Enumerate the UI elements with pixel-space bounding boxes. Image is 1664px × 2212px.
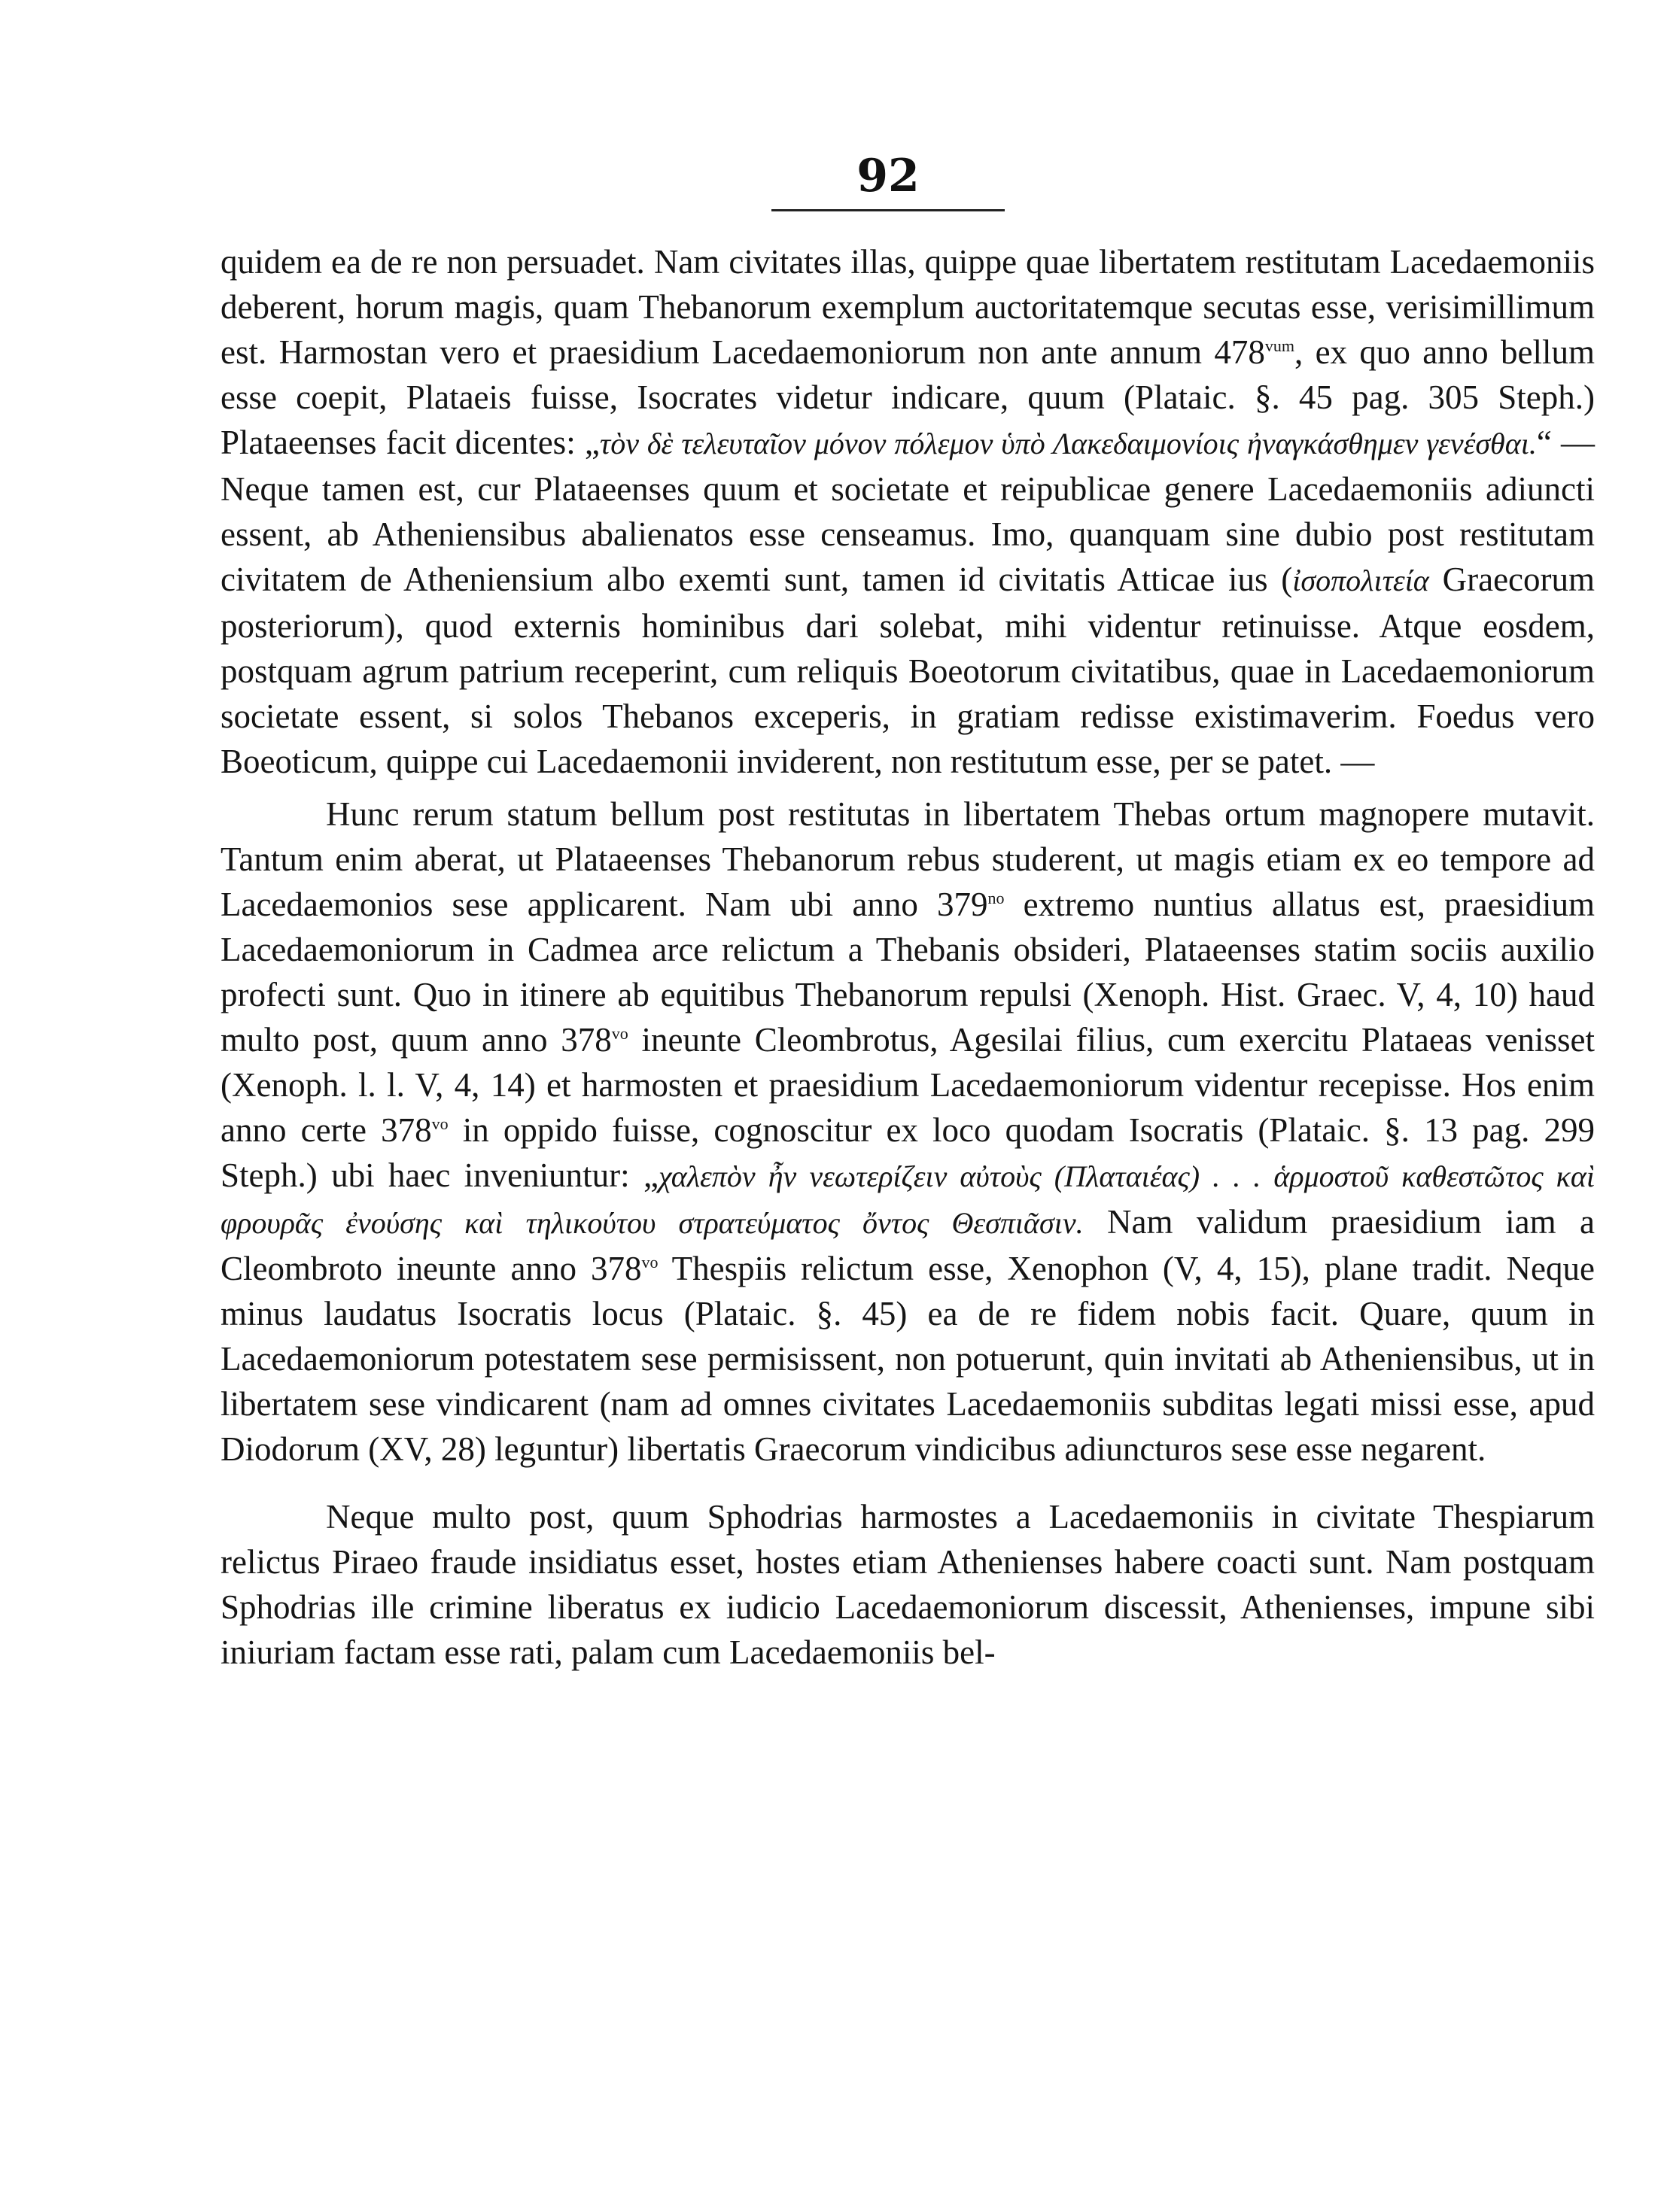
paragraph-3: [221, 1494, 1595, 1675]
header-rule: [771, 209, 1005, 211]
text-run: in oppido fuisse, cognoscitur ex loco quodam Isocratis (Plataic. §. 13 pag. 299 Steph.) ubi haec inveniuntur: „: [221, 1111, 1595, 1194]
ordinal-suffix: vo: [611, 1024, 628, 1043]
text-run: , ex quo anno bellum esse coepit, Plataeis fuisse, Isocrates videtur indicare, quum (Plataic. §. 45 pag. 305 Steph.) Plataeenses facit dicentes: „: [221, 333, 1595, 461]
ordinal-suffix: vo: [431, 1114, 449, 1133]
paragraph-2: [221, 792, 1595, 1472]
paragraph-1: [221, 239, 1595, 784]
page-number: 92: [856, 150, 920, 202]
ordinal-suffix: vo: [641, 1253, 659, 1272]
greek-quotation: τὸν δὲ τελευταῖον μόνον πόλεμον ὑπὸ Λακεδαιμονίοις ἠναγκάσθημεν γενέσθαι.: [599, 427, 1537, 460]
text-run: Thespiis relictum esse, Xenophon (V, 4, 15), plane tradit. Neque minus laudatus Isocratis locus (Plataic. §. 45) ea de re fidem nobis facit. Quare, quum in Lacedaemoniorum potestatem sese permisissent, non potuerunt, quin invitati ab Atheniensibus, ut in libertatem sese vindicarent (nam ad omnes civitates Lacedaemoniis subditas legati missi esse, apud Diodorum (XV, 28) leguntur) libertatis Graecorum vindicibus adiuncturos sese esse negarent.: [221, 1250, 1595, 1468]
greek-quotation: ἰσοπολιτεία: [1292, 564, 1429, 597]
text-run: Neque multo post, quum Sphodrias harmostes a Lacedaemoniis in civitate Thespiarum relictus Piraeo fraude insidiatus esset, hostes etiam Athenienses habere coacti sunt. Nam postquam Sphodrias ille crimine liberatus ex iudicio Lacedaemoniorum discessit, Athenienses, impune sibi iniuriam factam esse rati, palam cum Lacedaemoniis bel-: [221, 1498, 1595, 1671]
text-run: “ — Neque tamen est, cur Plataeenses quum et societate et reipublicae genere Lacedaemoniis adiuncti essent, ab Atheniensibus abalienatos esse censeamus. Imo, quanquam sine dubio post restitutam civitatem de Atheniensium albo exemti sunt, tamen id civitatis Atticae ius (: [221, 424, 1595, 598]
ordinal-suffix: vum: [1264, 336, 1294, 355]
text-run: Nam validum praesidium iam a Cleombroto ineunte anno 378: [221, 1203, 1595, 1287]
body-text: [221, 239, 1595, 1675]
text-run: quidem ea de re non persuadet. Nam civitates illas, quippe quae libertatem restitutam Lacedaemoniis deberent, horum magis, quam Thebanorum exemplum auctoritatemque secutas esse, verisimillimum est. Harmostan vero et praesidium Lacedaemoniorum non ante annum 478: [221, 243, 1595, 371]
ordinal-suffix: no: [987, 889, 1005, 907]
text-run: extremo nuntius allatus est, praesidium Lacedaemoniorum in Cadmea arce relictum a Thebanis obsideri, Plataeenses statim sociis auxilio profecti sunt. Quo in itinere ab equitibus Thebanorum repulsi (Xenoph. Hist. Graec. V, 4, 10) haud multo post, quum anno 378: [221, 886, 1595, 1059]
text-run: ineunte Cleombrotus, Agesilai filius, cum exercitu Plataeas venisset (Xenoph. l. l. V, 4, 14) et harmosten et praesidium Lacedaemoniorum videntur recepisse. Hos enim anno certe 378: [221, 1021, 1596, 1149]
text-run: Hunc rerum statum bellum post restitutas in libertatem Thebas ortum magnopere mutavit. Tantum enim aberat, ut Plataeenses Thebanorum rebus studerent, ut magis etiam ex eo tempore ad Lacedaemonios sese applicarent. Nam ubi anno 379: [221, 795, 1595, 923]
text-run: Graecorum posteriorum), quod externis hominibus dari solebat, mihi videntur retinuisse. Atque eosdem, postquam agrum patrium receperint, cum reliquis Boeotorum civitatibus, quae in Lacedaemoniorum societate essent, si solos Thebanos exceperis, in gratiam redisse existimaverim. Foedus vero Boeoticum, quippe cui Lacedaemonii inviderent, non restitutum esse, per se patet. —: [221, 561, 1596, 780]
greek-quotation: χαλεπὸν ἦν νεωτερίζειν αὐτοὺς (Πλαταιέας) . . . ἁρμοστοῦ καθεστῶτος καὶ φρουρᾶς ἐνούσης καὶ τηλικούτου στρατεύματος ὄντος Θεσπιᾶσιν.: [221, 1159, 1595, 1240]
